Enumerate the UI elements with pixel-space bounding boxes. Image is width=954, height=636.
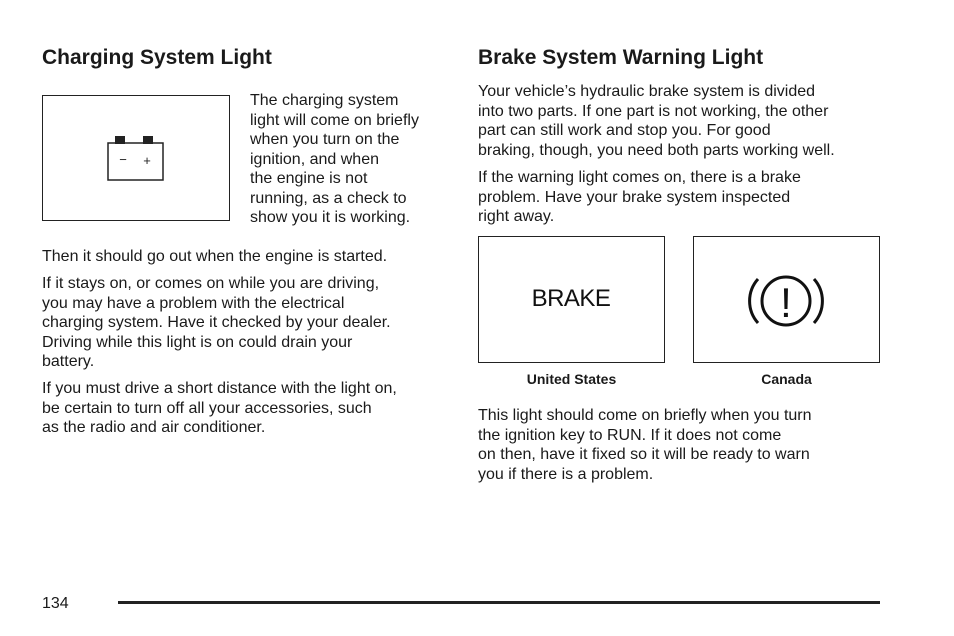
intro-line: when you turn on the: [250, 131, 400, 148]
text-line: Your vehicle’s hydraulic brake system is divided: [478, 83, 816, 100]
text-line: charging system. Have it checked by your dealer.: [42, 314, 391, 331]
battery-plus-label: +: [143, 153, 151, 168]
intro-line: show you it is working.: [250, 209, 411, 226]
charging-intro-text: [250, 91, 450, 228]
intro-line: running, as a check to: [250, 189, 407, 207]
caption-canada: Canada: [761, 371, 812, 387]
text-line: on then, have it fixed so it will be ready to warn: [478, 446, 810, 463]
text-line: If you must drive a short distance with the light on,: [42, 380, 397, 397]
text-line: you if there is a problem.: [478, 465, 654, 483]
text-line: the ignition key to RUN. If it does not come: [478, 426, 782, 444]
text-line: as the radio and air conditioner.: [42, 419, 266, 436]
brake-warning-circle-icon: [694, 237, 881, 364]
battery-minus-label: −: [119, 152, 127, 167]
intro-line: ignition, and when: [250, 150, 379, 168]
text-line: into two parts. If one part is not working, the other: [478, 102, 829, 120]
exclamation-mark: !: [780, 279, 792, 326]
battery-icon: [43, 96, 231, 222]
text-line: Then it should go out when the engine is started.: [42, 248, 388, 265]
text-line: This light should come on briefly when you turn: [478, 407, 812, 424]
brake-canada-icon-box: [693, 236, 880, 363]
footer-rule: [118, 601, 880, 604]
caption-united-states: United States: [526, 371, 617, 387]
text-line: If the warning light comes on, there is a brake: [478, 169, 801, 186]
charging-paragraph-3: [42, 379, 452, 438]
brake-paragraph-1: [478, 82, 898, 160]
charging-paragraph-1: [42, 247, 452, 267]
charging-system-heading: Charging System Light: [42, 46, 272, 69]
text-line: be certain to turn off all your accessories, such: [42, 399, 372, 417]
text-line: battery.: [42, 353, 95, 370]
intro-line: light will come on briefly: [250, 111, 419, 129]
charging-paragraph-2: [42, 274, 452, 372]
brake-closing-paragraph: [478, 406, 898, 484]
battery-icon-box: [42, 95, 230, 221]
text-line: Driving while this light is on could drain your: [42, 333, 353, 351]
intro-line: The charging system: [250, 92, 399, 109]
intro-line: the engine is not: [250, 170, 368, 187]
brake-text-icon: BRAKE: [531, 285, 611, 312]
text-line: you may have a problem with the electrical: [42, 294, 345, 312]
brake-system-heading: Brake System Warning Light: [478, 46, 764, 69]
text-line: problem. Have your brake system inspected: [478, 188, 791, 206]
text-line: right away.: [478, 208, 555, 225]
text-line: part can still work and stop you. For good: [478, 122, 771, 139]
brake-us-icon-box: [478, 236, 665, 363]
text-line: If it stays on, or comes on while you are driving,: [42, 275, 380, 292]
text-line: braking, though, you need both parts working well.: [478, 141, 835, 159]
brake-paragraph-2: [478, 168, 898, 227]
page-number: 134: [42, 595, 69, 612]
